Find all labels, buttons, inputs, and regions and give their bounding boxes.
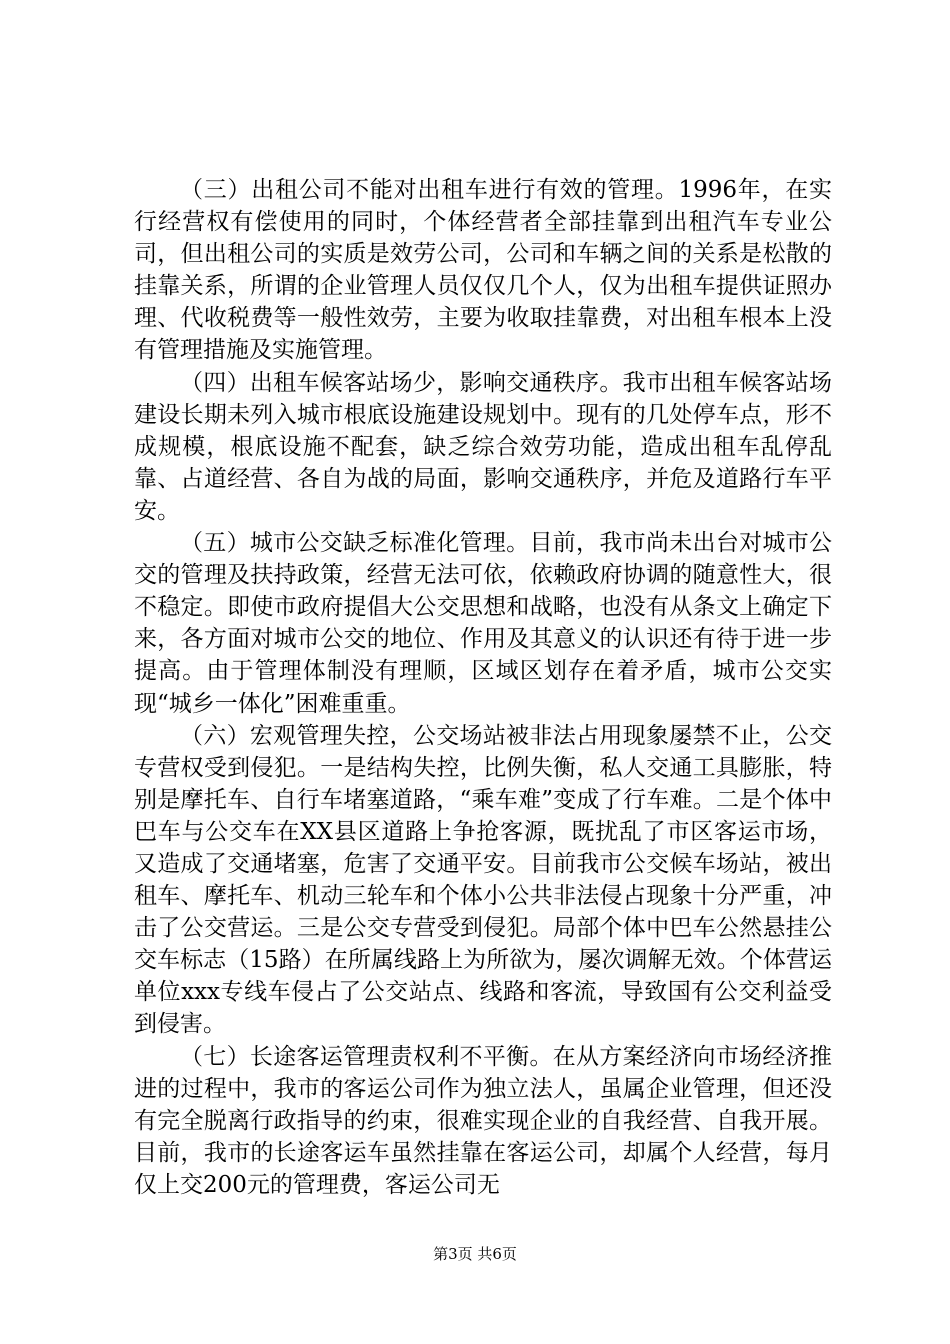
paragraph-6-macro-management: （六）宏观管理失控，公交场站被非法占用现象屡禁不止，公交专营权受到侵犯。一是结构失控，比例失衡，私人交通工具膨胀，特别是摩托车、自行车堵塞道路，“乘车难”变成了行车难。二是个体中巴车与公交车在XX县区道路上争抢客源，既扰乱了市区客运市场，又造成了交通堵塞，危害了交通平安。目前我市公交候车场站，被出租车、摩托车、机动三轮车和个体小公共非法侵占现象十分严重，冲击了公交营运。三是公交专营受到侵犯。局部个体中巴车公然悬挂公交车标志（15路）在所属线路上为所欲为，屡次调解无效。个体营运单位xxx专线车侵占了公交站点、线路和客流，导致国有公交利益受到侵害。 xyxy=(134,722,832,1038)
document-body xyxy=(134,174,832,1201)
paragraph-4-taxi-stands: （四）出租车候客站场少，影响交通秩序。我市出租车候客站场建设长期未列入城市根底设施建设规划中。现有的几处停车点，形不成规模，根底设施不配套，缺乏综合效劳功能，造成出租车乱停乱靠、占道经营、各自为战的局面，影响交通秩序，并危及道路行车平安。 xyxy=(134,369,832,524)
paragraph-7-long-distance-transport: （七）长途客运管理责权利不平衡。在从方案经济向市场经济推进的过程中，我市的客运公司作为独立法人，虽属企业管理，但还没有完全脱离行政指导的约束，很难实现企业的自我经营、自我开展。目前，我市的长途客运车虽然挂靠在客运公司，却属个人经营，每月仅上交200元的管理费，客运公司无 xyxy=(134,1043,832,1198)
page-number-footer: 第3页 共6页 xyxy=(433,1245,517,1263)
paragraph-5-public-transit-standards: （五）城市公交缺乏标准化管理。目前，我市尚未出台对城市公交的管理及扶持政策，经营无法可依，依赖政府协调的随意性大，很不稳定。即使市政府提倡大公交思想和战略，也没有从条文上确定下来，各方面对城市公交的地位、作用及其意义的认识还有待于进一步提高。由于管理体制没有理顺，区域区划存在着矛盾，城市公交实现“城乡一体化”困难重重。 xyxy=(134,530,832,717)
paragraph-3-taxi-company-management: （三）出租公司不能对出租车进行有效的管理。1996年，在实行经营权有偿使用的同时，个体经营者全部挂靠到出租汽车专业公司，但出租公司的实质是效劳公司，公司和车辆之间的关系是松散的挂靠关系，所谓的企业管理人员仅仅几个人，仅为出租车提供证照办理、代收税费等一般性效劳，主要为收取挂靠费，对出租车根本上没有管理措施及实施管理。 xyxy=(134,177,832,364)
